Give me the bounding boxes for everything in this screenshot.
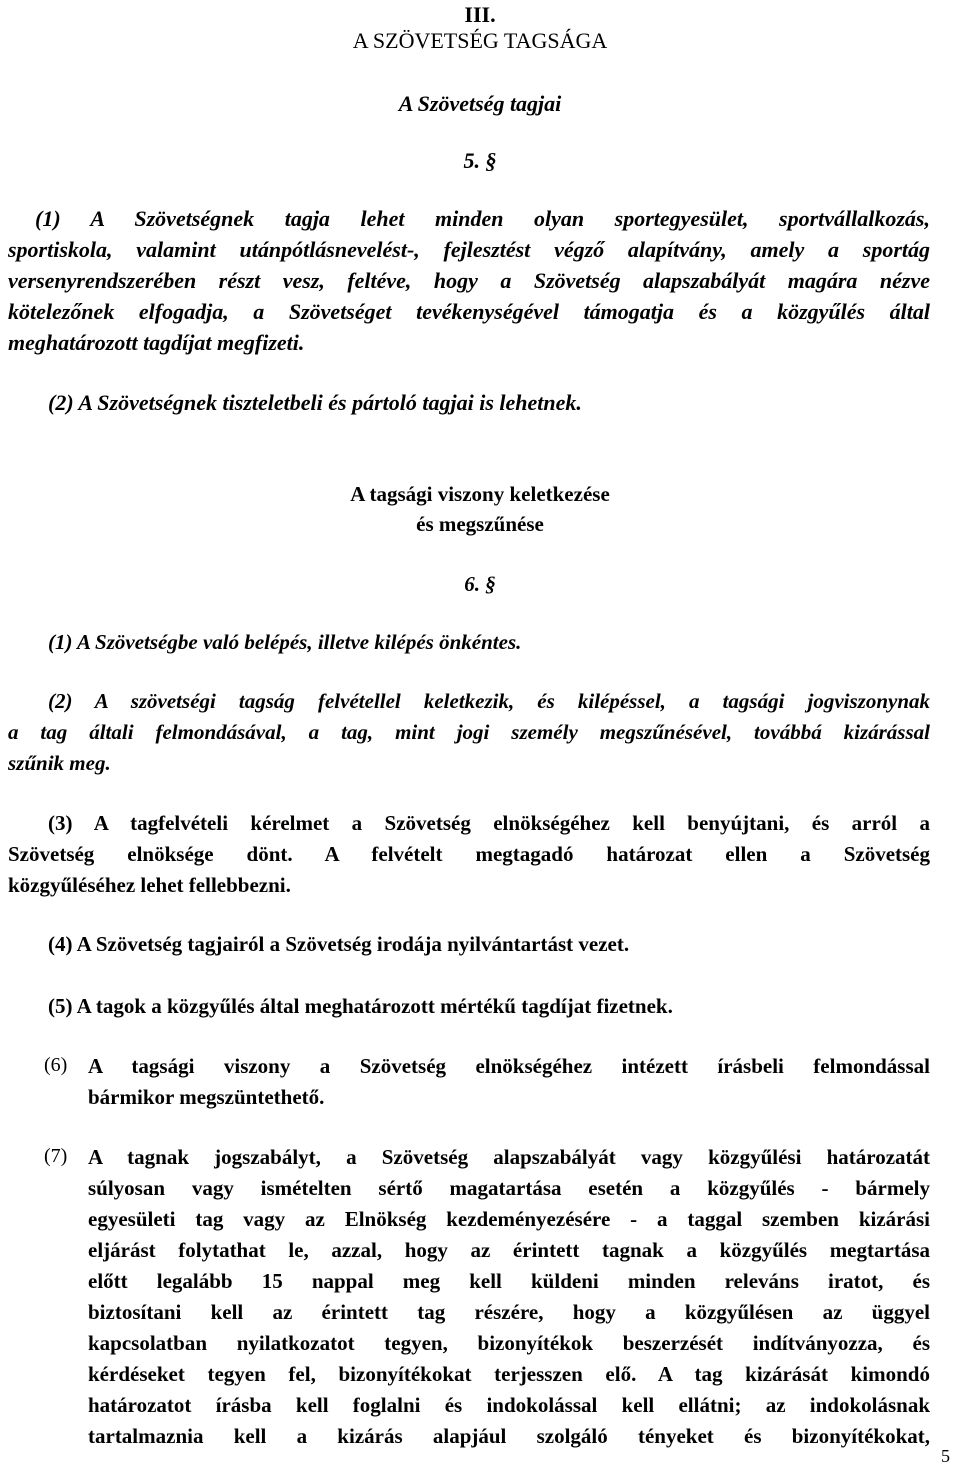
- section-6-heading-line2: és megszűnése: [416, 512, 544, 536]
- section-5-mark: 5. §: [463, 148, 497, 173]
- chapter-number: III.: [464, 2, 496, 27]
- section-6-p7-line: eljárást folytathat le, azzal, hogy az érintett tagnak a közgyűlés megtartása: [88, 1238, 930, 1262]
- section-5-p1-line: kötelezőnek elfogadja, a Szövetséget tevékenységével támogatja és a közgyűlés által: [8, 299, 930, 324]
- section-6-p2-line: a tag általi felmondásával, a tag, mint jogi személy megszűnésével, továbbá kizárással: [8, 720, 930, 744]
- section-6-heading-line1: A tagsági viszony keletkezése: [350, 482, 610, 506]
- section-6-p3-line: Szövetség elnöksége dönt. A felvételt megtagadó határozat ellen a Szövetség: [8, 842, 930, 866]
- section-6-p6-line: bármikor megszüntethető.: [88, 1085, 325, 1109]
- section-6-p7-line: súlyosan vagy ismételten sértő magatartása esetén a közgyűlés - bármely: [88, 1176, 930, 1200]
- section-6-p3-line: közgyűléséhez lehet fellebbezni.: [8, 873, 291, 897]
- section-6-p7-number: (7): [44, 1145, 68, 1167]
- page-number: 5: [941, 1446, 950, 1466]
- section-6-p3-line: (3) A tagfelvételi kérelmet a Szövetség elnökségéhez kell benyújtani, és arról a: [48, 811, 930, 835]
- section-5-heading: A Szövetség tagjai: [398, 91, 562, 116]
- section-6-p7-line: kapcsolatban nyilatkozatot tegyen, bizonyítékok beszerzését indítványozza, és: [88, 1331, 930, 1355]
- section-6-p7-line: határozatot írásba kell foglalni és indokolással kell ellátni; az indokolásnak: [88, 1393, 930, 1417]
- section-6-p7-line: A tagnak jogszabályt, a Szövetség alapszabályát vagy közgyűlési határozatát: [88, 1145, 930, 1169]
- section-6-p2-line: (2) A szövetségi tagság felvétellel keletkezik, és kilépéssel, a tagsági jogviszonynak: [48, 689, 930, 713]
- section-6-p7-line: kérdéseket tegyen fel, bizonyítékokat terjesszen elő. A tag kizárását kimondó: [88, 1362, 930, 1386]
- section-6-p7-line: egyesületi tag vagy az Elnökség kezdeményezésére - a taggal szemben kizárási: [88, 1207, 930, 1231]
- section-5-p1-line: versenyrendszerében részt vesz, feltéve, hogy a Szövetség alapszabályát magára nézve: [8, 268, 930, 293]
- section-6-p4: (4) A Szövetség tagjairól a Szövetség irodája nyilvántartást vezet.: [48, 932, 630, 956]
- section-5-p1-line: meghatározott tagdíjat megfizeti.: [8, 330, 305, 355]
- section-6-p5: (5) A tagok a közgyűlés által meghatározott mértékű tagdíjat fizetnek.: [48, 994, 673, 1018]
- section-5-p1-line: sportiskola, valamint utánpótlásnevelést-, fejlesztést végző alapítvány, amely a sportág: [8, 237, 930, 262]
- section-6-mark: 6. §: [464, 572, 496, 596]
- section-6-p7-line: tartalmaznia kell a kizárás alapjául szolgáló tényeket és bizonyítékokat,: [88, 1424, 930, 1448]
- section-6-p6-number: (6): [44, 1054, 68, 1076]
- section-6-p6-line: A tagsági viszony a Szövetség elnökségéhez intézett írásbeli felmondással: [88, 1054, 930, 1078]
- section-5-p2: (2) A Szövetségnek tiszteletbeli és pártoló tagjai is lehetnek.: [48, 390, 582, 415]
- section-6-p7-line: biztosítani kell az érintett tag részére, hogy a közgyűlésen az üggyel: [88, 1300, 930, 1324]
- section-6-p1: (1) A Szövetségbe való belépés, illetve kilépés önkéntes.: [48, 630, 522, 654]
- section-5-p1-line: (1) A Szövetségnek tagja lehet minden olyan sportegyesület, sportvállalkozás,: [35, 206, 930, 231]
- section-6-p2-line: szűnik meg.: [8, 751, 111, 775]
- chapter-title: A SZÖVETSÉG TAGSÁGA: [352, 28, 608, 53]
- section-6-p7-line: előtt legalább 15 nappal meg kell küldeni minden releváns iratot, és: [88, 1269, 930, 1293]
